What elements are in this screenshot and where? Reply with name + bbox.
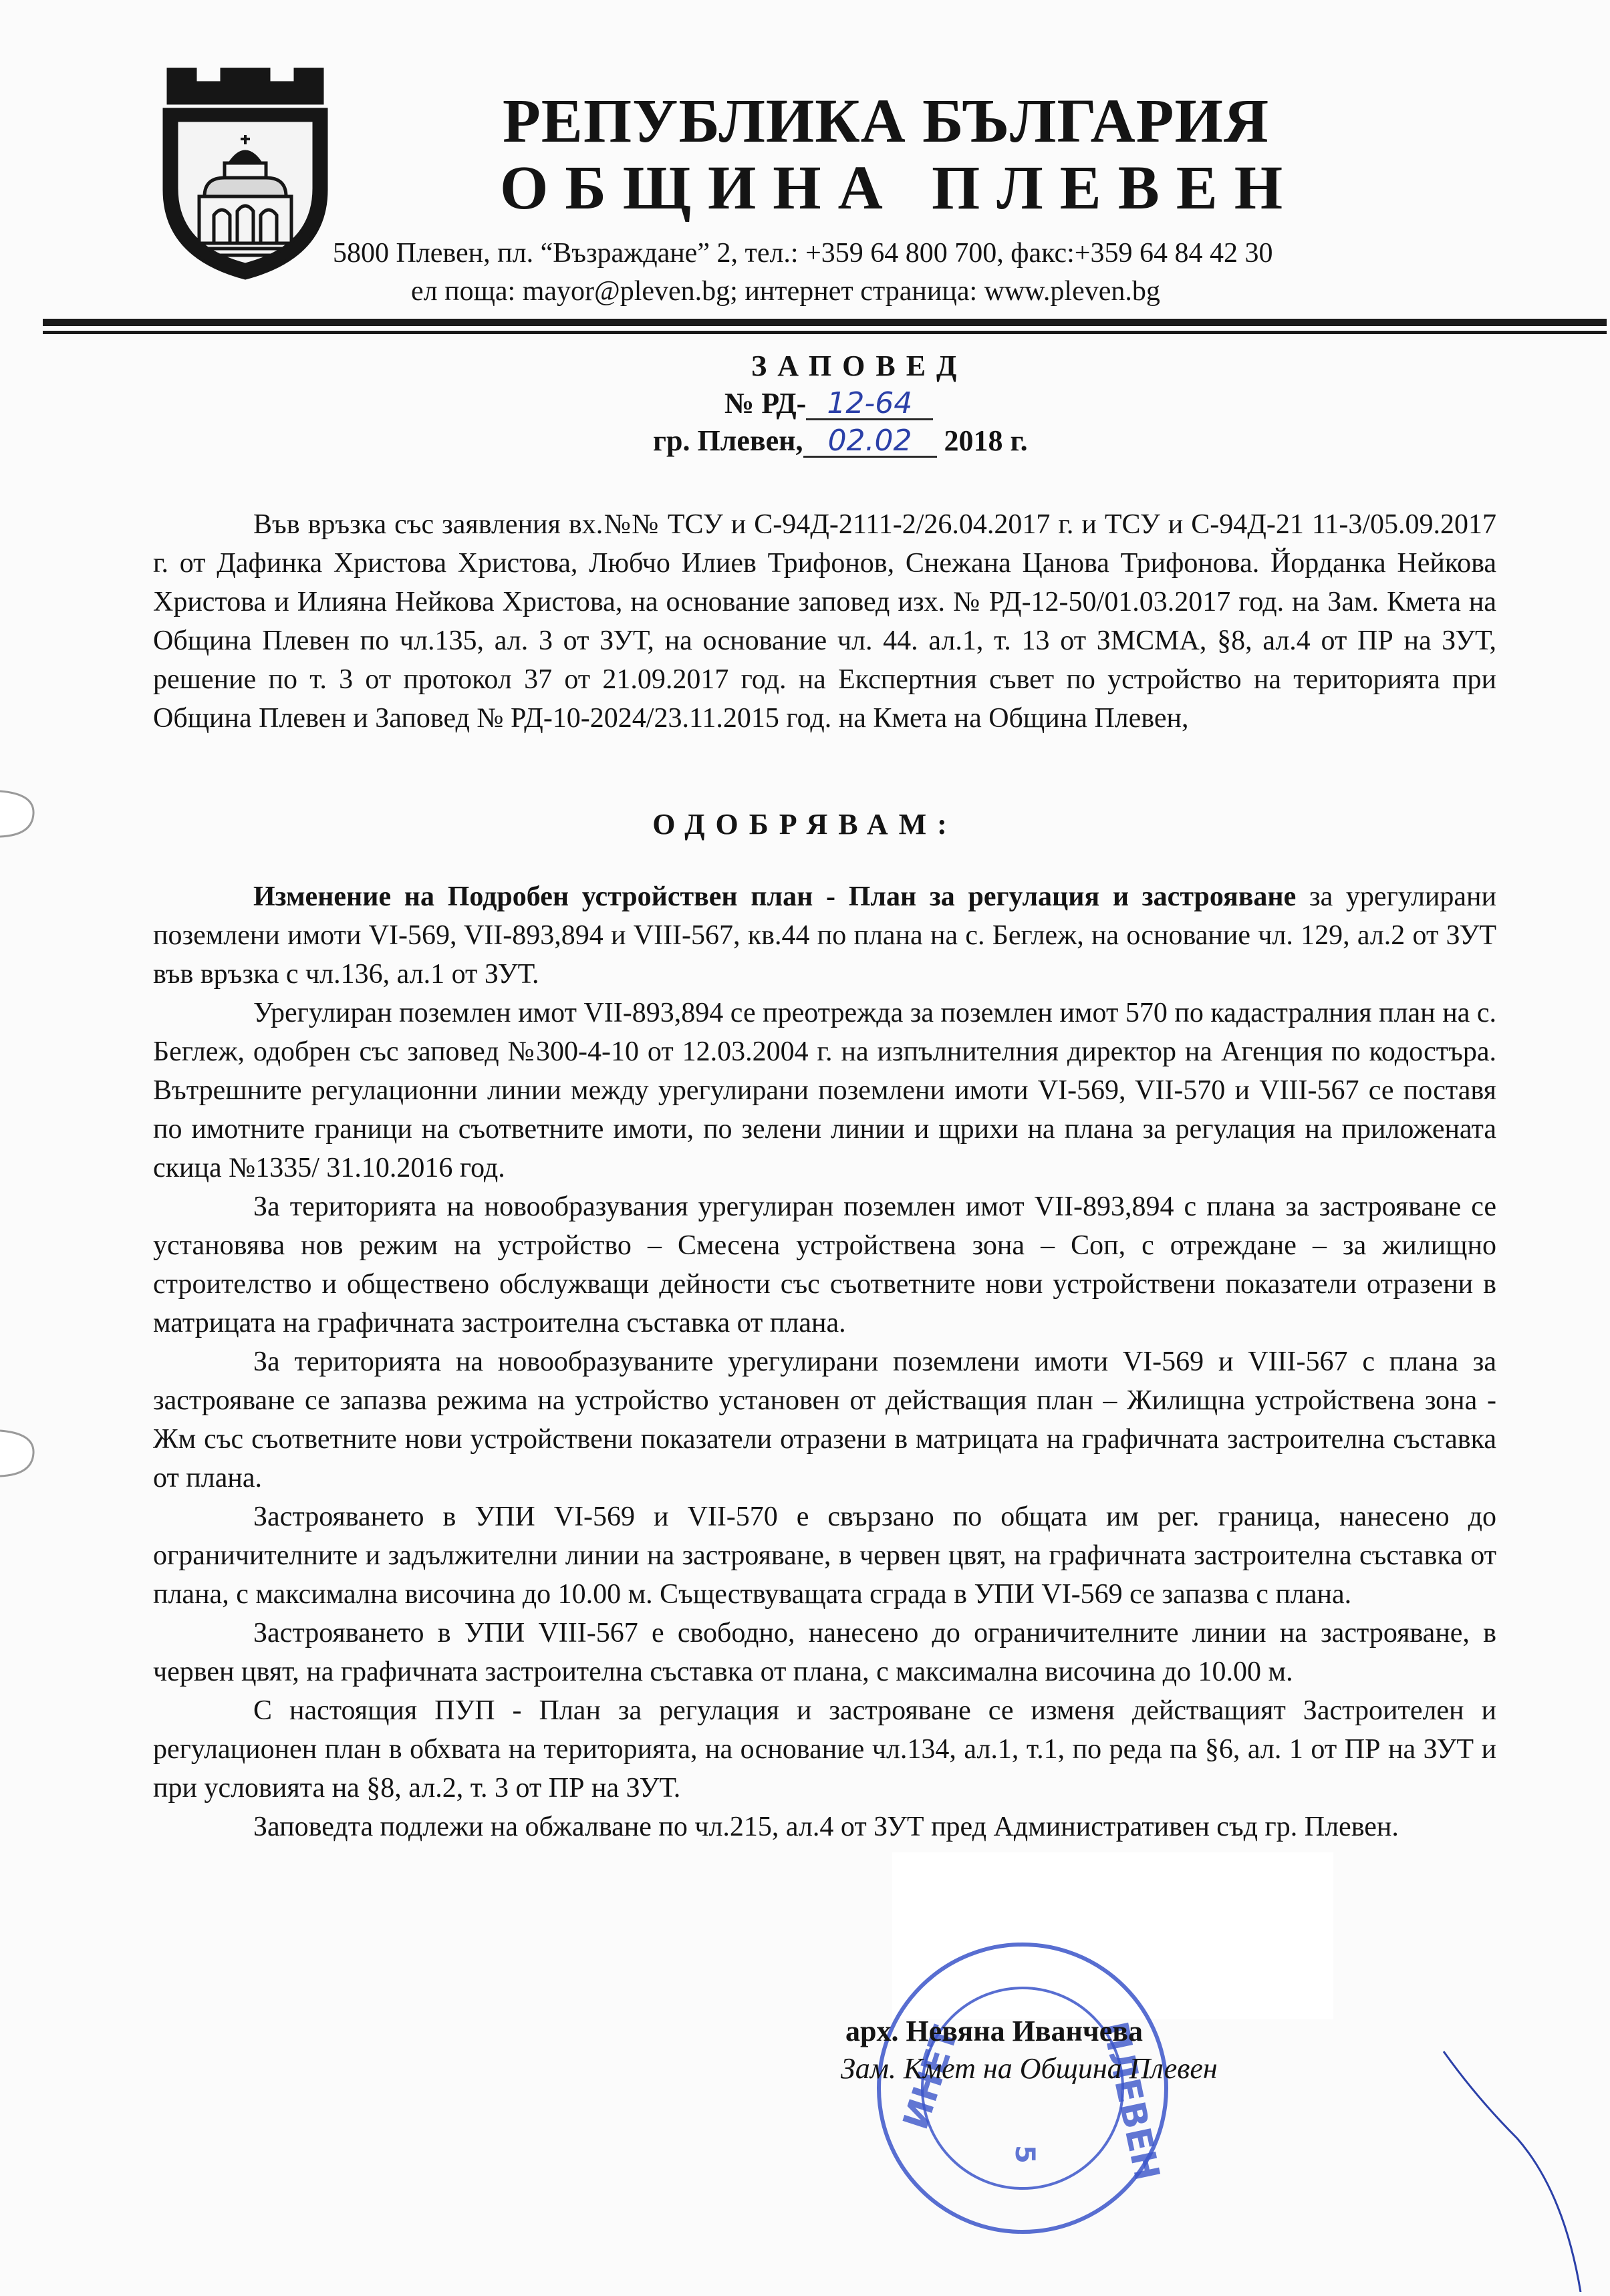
letterhead-address: 5800 Плевен, пл. “Възраждане” 2, тел.: +359 64 800 700, факс:+359 64 84 42 30	[333, 238, 1273, 269]
letterhead-title-line1: РЕПУБЛИКА БЪЛГАРИЯ	[503, 87, 1269, 156]
order-paragraphs	[153, 877, 1496, 1846]
signature-pen-stroke	[1437, 2038, 1610, 2292]
order-number	[724, 386, 933, 420]
order-number-prefix: № РД-	[724, 387, 807, 420]
preamble-paragraph: Във връзка със заявления вх.№№ ТСУ и С-94Д-2111-2/26.04.2017 г. и ТСУ и С-94Д-21 11-3/05.09.2017 г. от Дафинка Христова Христова, Любчо Илиев Трифонов, Снежана Цанова Трифонова. Йорданка Нейкова Христова и Илияна Нейкова Христова, на основание заповед изх. № РД-12-50/01.03.2017 год. на Зам. Кмета на Община Плевен по чл.135, ал. 3 от ЗУТ, на основание чл. 44. ал.1, т. 13 от ЗМСМА, §8, ал.4 от ПР на ЗУТ, решение по т. 3 от протокол 37 от 21.09.2017 год. на Експертния съвет по устройство на територията при Община Плевен и Заповед № РД-10-2024/23.11.2015 год. на Кмета на Община Плевен,	[153, 509, 1496, 734]
stamp-text-left: ИНЕТ	[896, 2021, 967, 2135]
paragraph-building-connected: Застрояването в УПИ VI-569 и VII-570 е свързано по общата им рег. граница, нанесено до ограничителните и задължителни линии на застрояване, в червен цвят, на графичната застроителна съставка от плана, с максимална височина до 10.00 м. Съществуващата сграда в УПИ VI-569 се запазва с плана.	[153, 1501, 1496, 1610]
paragraph-building-free: Застрояването в УПИ VIII-567 е свободно, нанесено до ограничителните линии на застрояване, в червен цвят, на графичната застроителна съставка от плана, с максимална височина до 10.00 м.	[153, 1618, 1496, 1687]
stamp-text-right: ПЛЕВЕН	[1094, 2018, 1168, 2184]
stamp-center-number: 5	[1009, 2145, 1040, 2164]
letterhead-contacts: ел поща: mayor@pleven.bg; интернет страница: www.pleven.bg	[411, 276, 1160, 307]
approve-heading: ОДОБРЯВАМ:	[652, 808, 958, 841]
paragraph-reassignment: Урегулиран поземлен имот VII-893,894 се преотрежда за поземлен имот 570 по кадастралния план на с. Беглеж, одобрен със заповед №300-4-10 от 12.03.2004 г. на изпълнителния директор на Агенция по кодостъра. Вътрешните регулационни линии между урегулирани поземлени имоти VI-569, VII-570 и VIII-567 се поставя по имотните граници на съответните имоти, по зелени линии и щрихи на плана за регулация на приложената скица №1335/ 31.10.2016 год.	[153, 998, 1496, 1183]
punch-hole	[0, 1427, 37, 1480]
signatory-name: арх. Невяна Иванчева	[845, 2015, 1144, 2047]
paragraph-amendment-rest: за урегулирани поземлени имоти VI-569, VII-893,894 и VIII-567, кв.44 по плана на с. Беглеж, на основание чл. 129, ал.2 от ЗУТ във връзка с чл.136, ал.1 от ЗУТ.	[153, 881, 1496, 990]
order-date-handwritten: 02.02	[803, 426, 937, 458]
order-year: 2018 г.	[944, 424, 1028, 457]
order-place-date	[653, 424, 1028, 458]
order-place-prefix: гр. Плевен,	[653, 424, 803, 457]
coat-of-arms-icon	[155, 56, 336, 283]
paragraph-amendment-bold: Изменение на Подробен устройствен план - План за регулация и застрояване	[253, 881, 1297, 912]
letterhead-rule-thin	[43, 331, 1607, 334]
paragraph-plan-change: С настоящия ПУП - План за регулация и застрояване се изменя действащият Застроителен и регулационен план в обхвата на територията, на основание чл.134, ал.1, т.1, по реда па §6, ал. 1 от ПР на ЗУТ и при условията на §8, ал.2, т. 3 от ПР на ЗУТ.	[153, 1695, 1496, 1804]
letterhead-rule-thick	[43, 319, 1607, 326]
paragraph-amendment	[153, 877, 1496, 994]
paragraph-mixed-zone: За територията на новообразувания урегулиран поземлен имот VII-893,894 с плана за застрояване се установява нов режим на устройство – Смесена устройствена зона – Соп, с отреждане – за жилищно строителство и обществено обслужващи дейности със съответните нови устройствени показатели отразени в матрицата на графичната застроителна съставка от плана.	[153, 1191, 1496, 1338]
order-number-handwritten: 12-64	[806, 389, 933, 420]
signatory-role: Зам. Кмет на Община Плевен	[841, 2052, 1218, 2085]
paragraph-residential-zone: За територията на новообразуваните урегулирани поземлени имоти VI-569 и VIII-567 с плана за застрояване се запазва режима на устройство установен от действащия план – Жилищна устройствена зона - Жм със съответните нови устройствени показатели отразени в матрицата на графичната застроителна съставка от плана.	[153, 1346, 1496, 1493]
paragraph-appeal: Заповедта подлежи на обжалване по чл.215, ал.4 от ЗУТ пред Административен съд гр. Плевен.	[253, 1812, 1399, 1842]
order-title: ЗАПОВЕД	[751, 349, 968, 382]
punch-hole	[0, 787, 37, 841]
letterhead-title-line2: ОБЩИНА ПЛЕВЕН	[500, 154, 1300, 223]
